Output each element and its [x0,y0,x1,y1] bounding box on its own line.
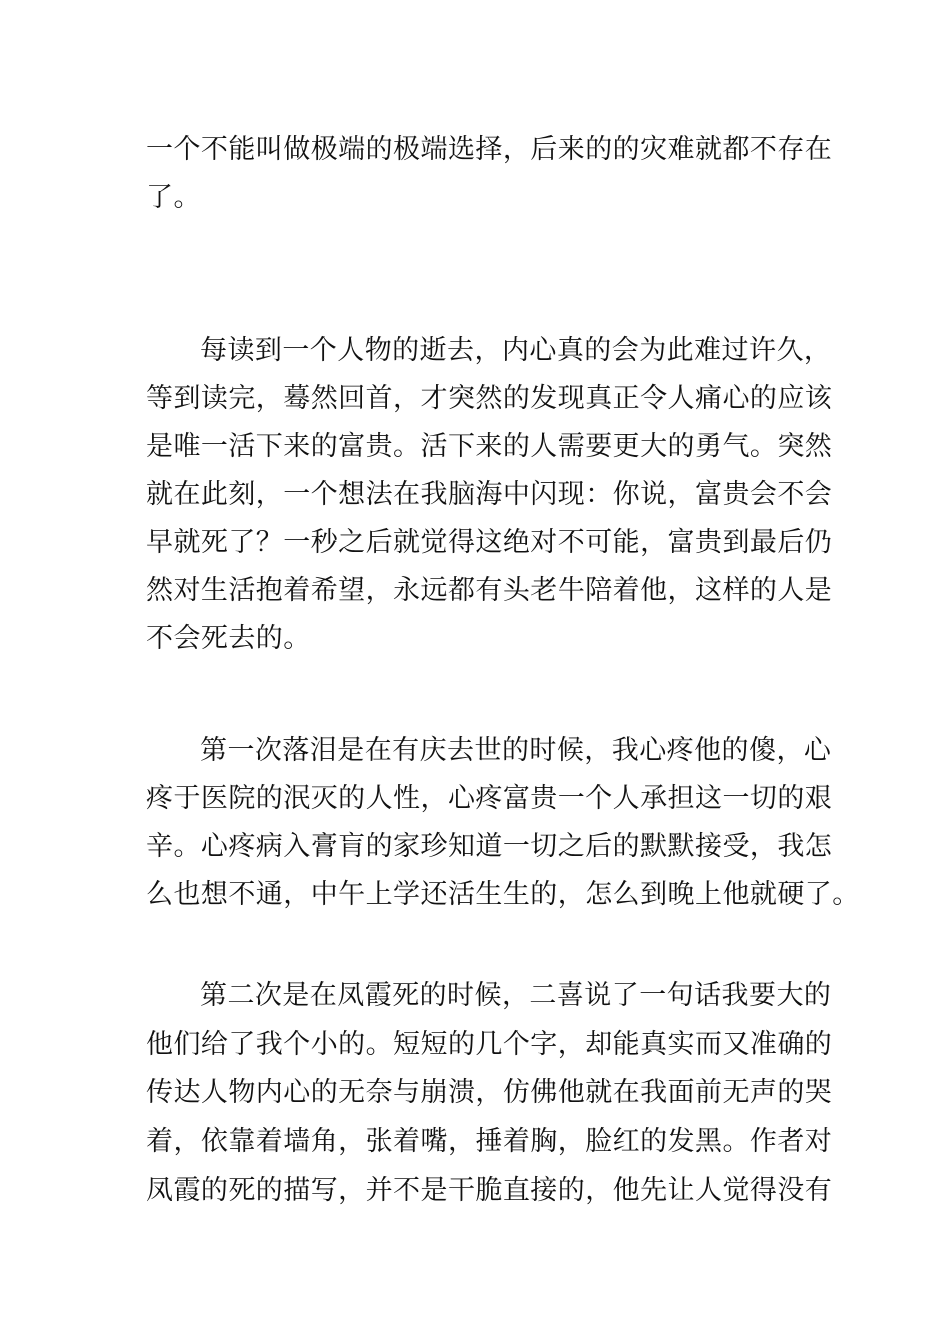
text-line: 就在此刻，一个想法在我脑海中闪现：你说，富贵会不会 [146,479,833,510]
text-line: 是唯一活下来的富贵。活下来的人需要更大的勇气。突然 [146,431,833,462]
text-line: 辛。心疼病入膏肓的家珍知道一切之后的默默接受，我怎 [146,831,833,862]
text-line: 了。 [146,182,201,213]
text-line: 早就死了？一秒之后就觉得这绝对不可能，富贵到最后仍 [146,527,833,558]
text-line: 一个不能叫做极端的极端选择，后来的的灾难就都不存在 [146,134,833,165]
text-line: 不会死去的。 [146,623,311,654]
text-line: 他们给了我个小的。短短的几个字，却能真实而又准确的 [146,1029,833,1060]
text-line: 第一次落泪是在有庆去世的时候，我心疼他的傻，心 [200,735,832,766]
text-line: 么也想不通，中午上学还活生生的，怎么到晚上他就硬了。 [146,879,860,910]
text-line: 凤霞的死的描写，并不是干脆直接的，他先让人觉得没有 [146,1175,833,1206]
text-line: 传达人物内心的无奈与崩溃，仿佛他就在我面前无声的哭 [146,1077,833,1108]
text-line: 疼于医院的泯灭的人性，心疼富贵一个人承担这一切的艰 [146,783,833,814]
text-line: 第二次是在凤霞死的时候，二喜说了一句话我要大的 [200,980,832,1011]
text-line: 着，依靠着墙角，张着嘴，捶着胸，脸红的发黑。作者对 [146,1126,833,1157]
text-line: 然对生活抱着希望，永远都有头老牛陪着他，这样的人是 [146,575,833,606]
text-line: 每读到一个人物的逝去，内心真的会为此难过许久， [200,335,832,366]
text-line: 等到读完，蓦然回首，才突然的发现真正令人痛心的应该 [146,383,833,414]
